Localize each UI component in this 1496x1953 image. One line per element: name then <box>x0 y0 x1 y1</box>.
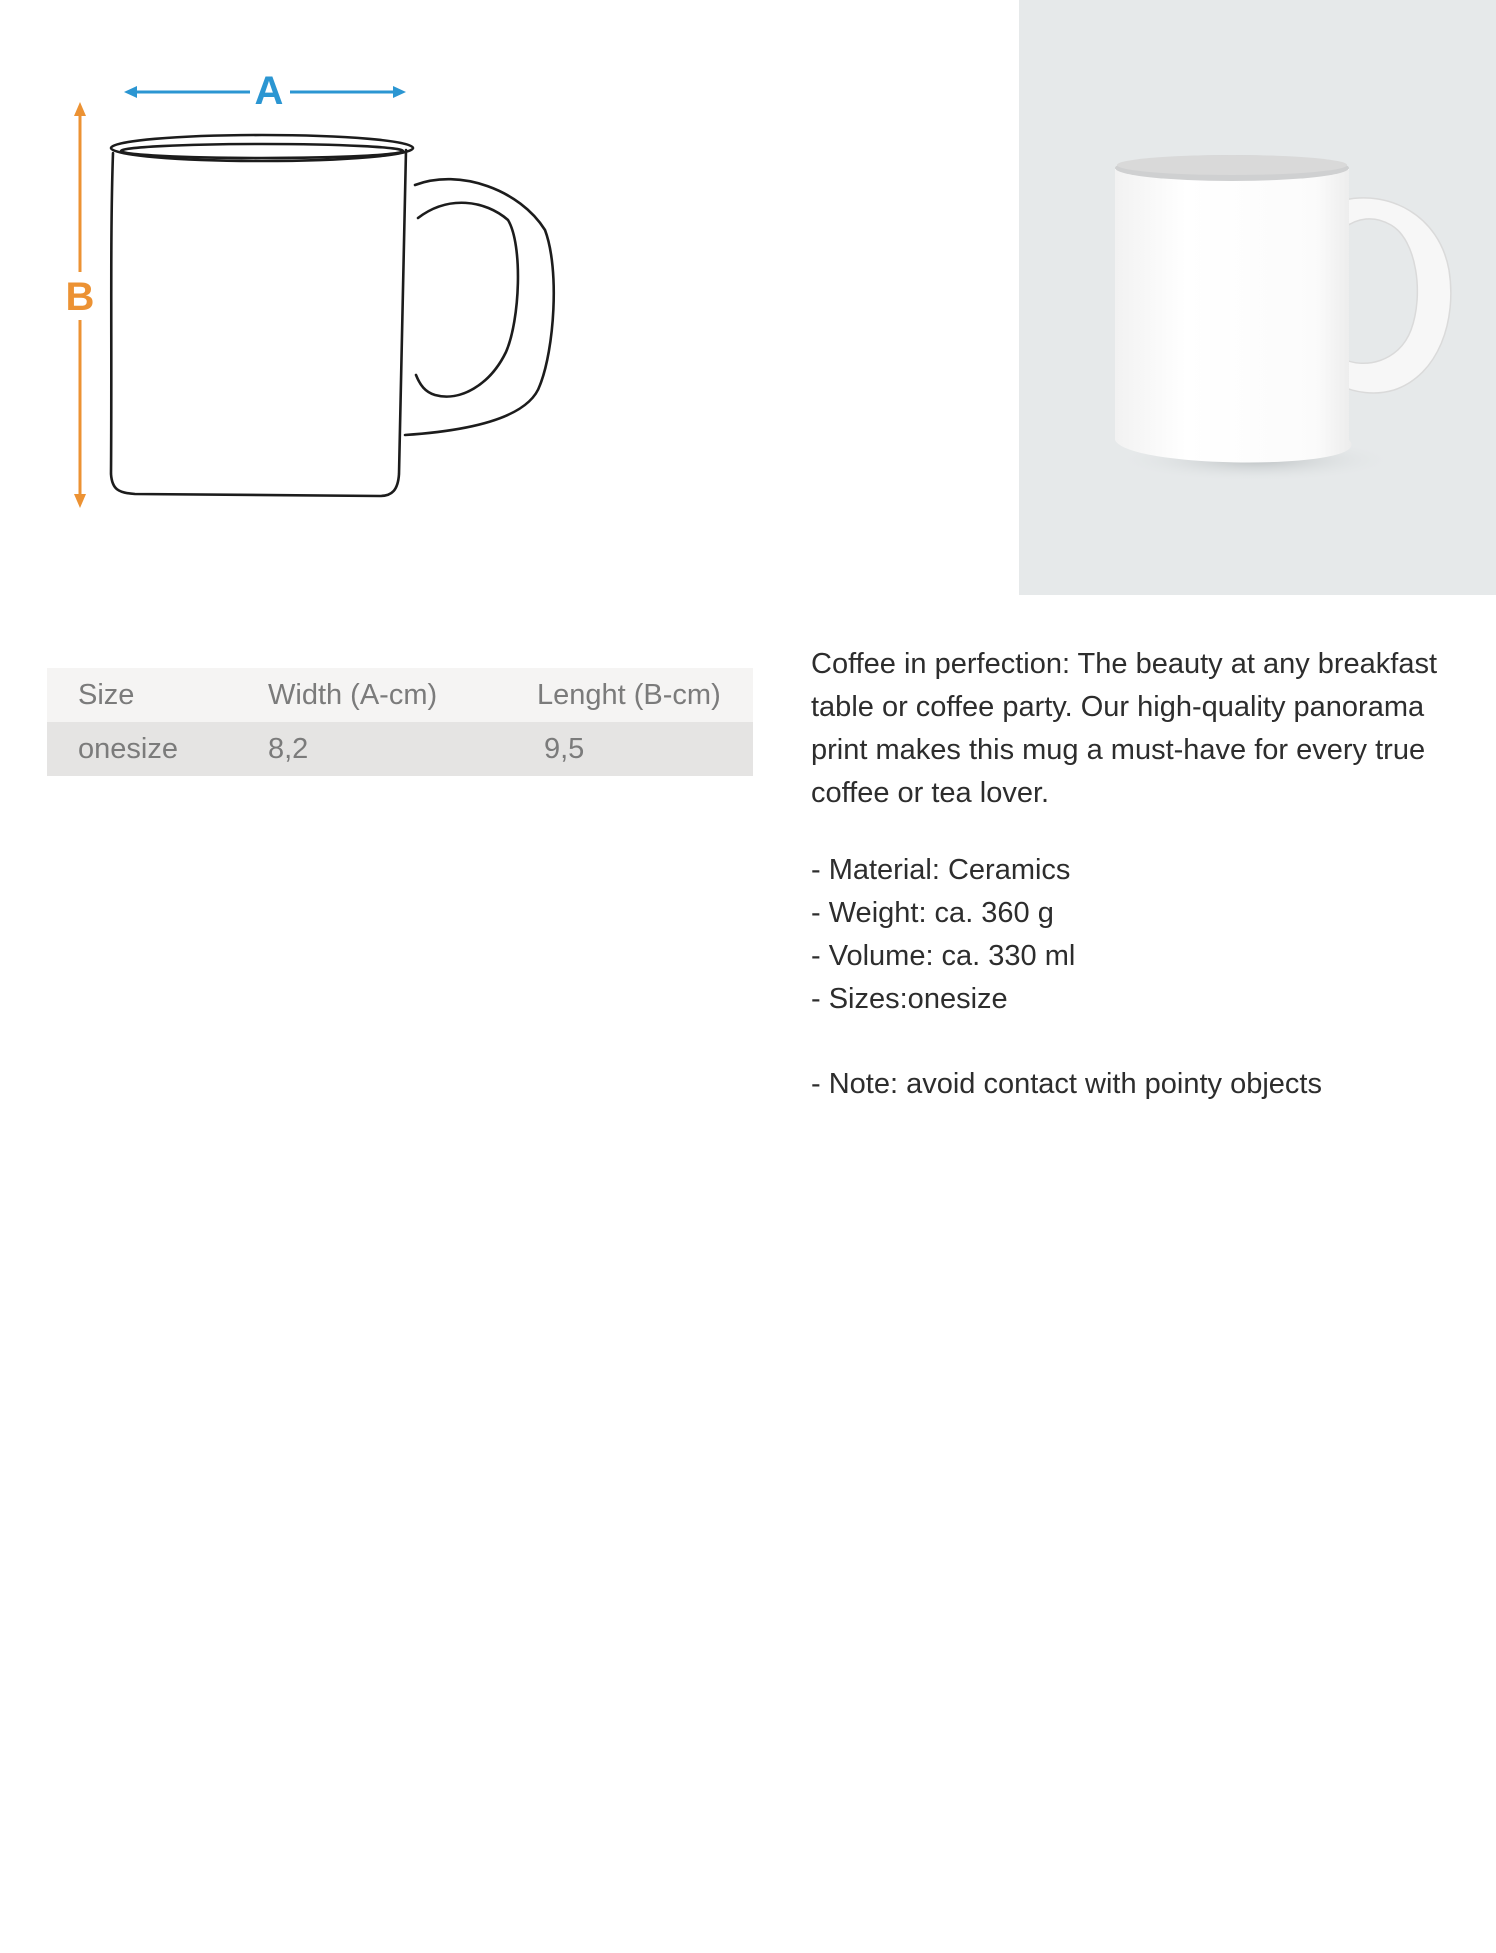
description-text: Coffee in perfection: The beauty at any breakfast table or coffee party. Our high-quality panorama print makes this mug a must-have for every true coffee or tea lover. <box>811 648 1438 809</box>
cell-width: 8,2 <box>268 732 309 765</box>
product-photo <box>1019 0 1496 595</box>
list-item: - Weight: ca. 360 g <box>811 897 1054 929</box>
label-a: A <box>254 69 284 113</box>
header-size: Size <box>78 678 135 711</box>
size-table <box>47 668 753 776</box>
table-row <box>47 722 753 776</box>
mug-dimension-diagram <box>40 40 600 520</box>
cell-length: 9,5 <box>544 732 585 765</box>
header-width: Width (A-cm) <box>268 678 438 711</box>
white-mug-photo-icon <box>1019 0 1496 595</box>
mug-outline-icon <box>40 40 600 520</box>
size-table-header <box>47 668 753 722</box>
cell-size: onesize <box>78 732 178 765</box>
feature-list <box>811 849 1471 1021</box>
care-note: - Note: avoid contact with pointy objects <box>811 1068 1322 1100</box>
product-description <box>811 643 1471 815</box>
label-b: B <box>65 275 95 319</box>
list-item: - Volume: ca. 330 ml <box>811 940 1076 972</box>
list-item: - Material: Ceramics <box>811 854 1071 886</box>
list-item: - Sizes:onesize <box>811 983 1008 1015</box>
header-length: Lenght (B-cm) <box>537 678 721 711</box>
